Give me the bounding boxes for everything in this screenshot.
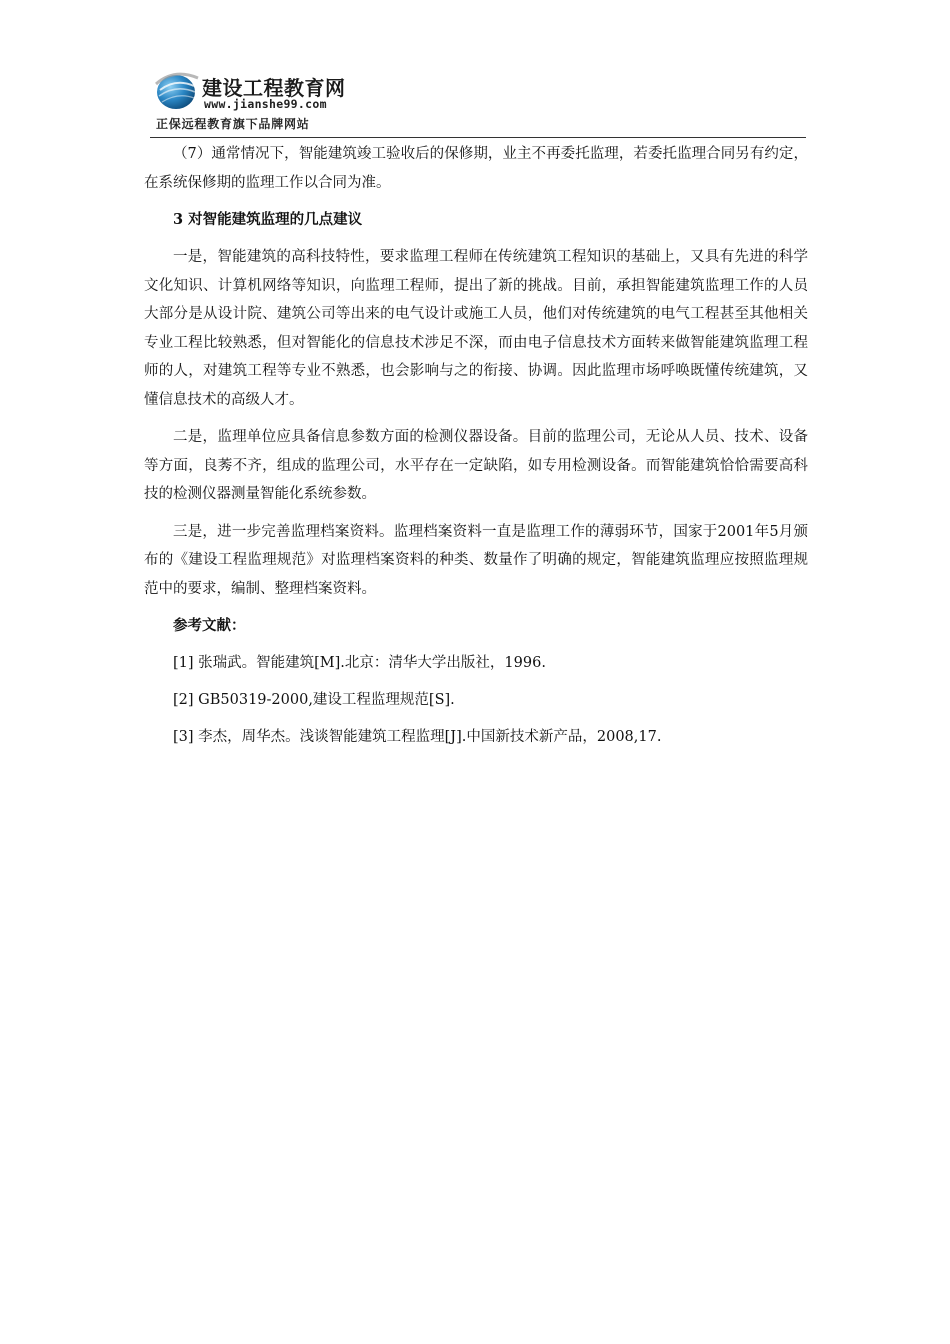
references-heading: 参考文献：: [173, 617, 246, 634]
paragraph-suggestion-3: 三是，进一步完善监理档案资料。监理档案资料一直是监理工作的薄弱环节，国家于2001年5月颁布的《建设工程监理规范》对监理档案资料的种类、数量作了明确的规定，智能建筑监理应按照监理规范中的要求，编制、整理档案资料。: [144, 523, 808, 597]
globe-logo-icon: [154, 70, 200, 110]
paragraph-suggestion-1: 一是，智能建筑的高科技特性，要求监理工程师在传统建筑工程知识的基础上，又具有先进的科学文化知识、计算机网络等知识，向监理工程师，提出了新的挑战。目前，承担智能建筑监理工作的人员大部分是从设计院、建筑公司等出来的电气设计或施工人员，他们对传统建筑的电气工程甚至其他相关专业工程比较熟悉，但对智能化的信息技术涉足不深，而由电子信息技术方面转来做智能建筑监理工程师的人，对建筑工程等专业不熟悉，也会影响与之的衔接、协调。因此监理市场呼唤既懂传统建筑，又懂信息技术的高级人才。: [144, 249, 808, 408]
logo-title: 建设工程教育网: [202, 76, 346, 100]
paragraph-suggestion-2: 二是，监理单位应具备信息参数方面的检测仪器设备。目前的监理公司，无论从人员、技术、设备等方面，良莠不齐，组成的监理公司，水平存在一定缺陷，如专用检测设备。而智能建筑恰恰需要高科技的检测仪器测量智能化系统参数。: [144, 429, 808, 502]
reference-item: [1] 张瑞武。智能建筑[M].北京：清华大学出版社，1996.: [173, 655, 546, 671]
reference-item: [2] GB50319-2000,建设工程监理规范[S].: [173, 692, 455, 708]
paragraph-item-7: （7）通常情况下，智能建筑竣工验收后的保修期，业主不再委托监理，若委托监理合同另有约定，在系统保修期的监理工作以合同为准。: [144, 146, 808, 191]
reference-item: [3] 李杰，周华杰。浅谈智能建筑工程监理[J].中国新技术新产品，2008,17.: [173, 729, 662, 745]
logo-url: www.jianshe99.com: [204, 97, 327, 111]
site-logo[interactable]: [150, 62, 410, 134]
logo-tagline: 正保远程教育旗下品牌网站: [156, 117, 310, 131]
section-heading: 3 对智能建筑监理的几点建议: [173, 211, 363, 228]
document-body: [144, 140, 808, 751]
page-header: [150, 62, 806, 137]
header-divider: [150, 137, 806, 138]
